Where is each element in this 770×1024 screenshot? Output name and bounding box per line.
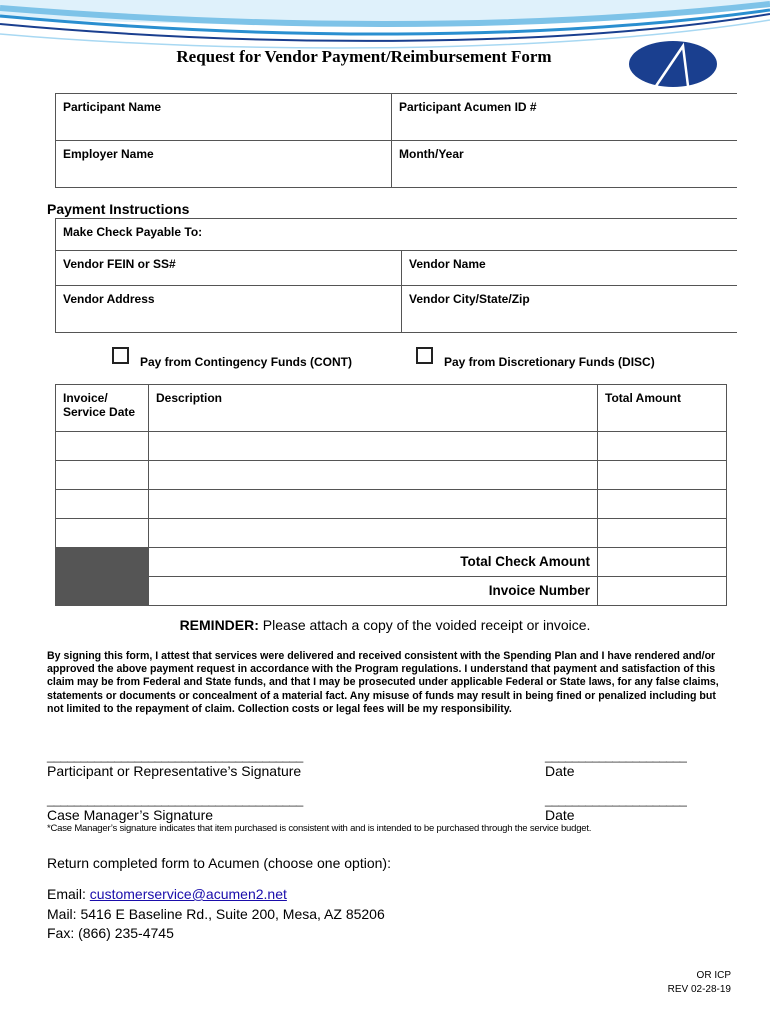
description-header: Description (149, 385, 598, 432)
vendor-fein-label: Vendor FEIN or SS# (63, 257, 176, 271)
shaded-cell (56, 577, 149, 606)
table-row (56, 461, 727, 490)
vendor-fein-field[interactable] (56, 251, 402, 286)
amount-cell[interactable] (598, 432, 727, 461)
make-check-label: Make Check Payable To: (63, 225, 203, 239)
vendor-address-field[interactable] (56, 286, 402, 333)
participant-date-label: Date (545, 763, 575, 779)
make-check-payable-field[interactable] (56, 219, 738, 251)
total-amount-header: Total Amount (598, 385, 727, 432)
vendor-name-label: Vendor Name (409, 257, 486, 271)
invoice-number-label: Invoice Number (149, 577, 598, 606)
total-check-amount-field[interactable] (598, 548, 727, 577)
payment-table (55, 218, 737, 333)
description-cell[interactable] (149, 461, 598, 490)
vendor-name-field[interactable] (402, 251, 738, 286)
month-year-label: Month/Year (399, 147, 464, 161)
amount-cell[interactable] (598, 519, 727, 548)
cont-label: Pay from Contingency Funds (CONT) (140, 355, 353, 369)
case-manager-date-line[interactable]: _____________________ (545, 792, 687, 807)
invoice-date-header: Invoice/ Service Date (56, 385, 149, 432)
total-check-amount-label: Total Check Amount (149, 548, 598, 577)
participant-id-field[interactable] (392, 94, 738, 141)
form-code: OR ICP (696, 970, 731, 981)
participant-table (55, 93, 737, 188)
shaded-cell (56, 548, 149, 577)
case-manager-signature-label: Case Manager’s Signature (47, 807, 214, 823)
participant-name-label: Participant Name (63, 100, 162, 114)
invoice-number-field[interactable] (598, 577, 727, 606)
disc-label: Pay from Discretionary Funds (DISC) (444, 355, 655, 369)
invoice-date-cell[interactable] (56, 432, 149, 461)
return-heading: Return completed form to Acumen (choose one option): (47, 855, 391, 871)
form-revision: REV 02-28-19 (667, 984, 731, 995)
email-label: Email: (47, 886, 90, 902)
month-year-field[interactable] (392, 141, 738, 188)
email-line (47, 886, 287, 902)
vendor-city-field[interactable] (402, 286, 738, 333)
reminder-body: Please attach a copy of the voided receipt or invoice. (258, 617, 591, 633)
case-manager-note: *Case Manager’s signature indicates that item purchased is consistent with and is intended to be purchased through the service budget. (47, 823, 592, 834)
fax-line: Fax: (866) 235-4745 (47, 925, 174, 941)
table-row (56, 432, 727, 461)
invoice-date-cell[interactable] (56, 490, 149, 519)
case-manager-date-label: Date (545, 807, 575, 823)
email-link[interactable]: customerservice@acumen2.net (89, 886, 287, 902)
disc-checkbox[interactable] (416, 347, 433, 364)
case-manager-signature-line[interactable]: ______________________________________ (47, 792, 303, 807)
reminder-label: REMINDER: (179, 617, 259, 633)
reminder-text (0, 617, 770, 633)
payment-instructions-heading: Payment Instructions (47, 201, 190, 217)
participant-id-label: Participant Acumen ID # (399, 100, 537, 114)
employer-name-label: Employer Name (63, 147, 154, 161)
attestation-paragraph: By signing this form, I attest that services were delivered and received consistent with the Spending Plan and I have rendered and/or approved the above payment request in accordance with the Program regulations. I understand that payment and satisfaction of this claim may be from Federal and State funds, and that I may be prosecuted under applicable Federal or State laws, for any false claims, statements or documents or concealment of a material fact. Any misuse of funds may result in being fined or penalized including but not limited to the repayment of claim. Collection costs or legal fees will be my responsibility. (47, 650, 719, 715)
cont-checkbox[interactable] (112, 347, 129, 364)
table-row (56, 519, 727, 548)
acumen-logo (628, 40, 718, 88)
participant-signature-line[interactable]: ______________________________________ (47, 748, 303, 763)
invoice-date-cell[interactable] (56, 519, 149, 548)
amount-cell[interactable] (598, 461, 727, 490)
form-title: Request for Vendor Payment/Reimbursement Form (176, 47, 552, 66)
invoice-table (55, 384, 727, 606)
participant-name-field[interactable] (56, 94, 392, 141)
vendor-city-label: Vendor City/State/Zip (409, 292, 530, 306)
participant-signature-label: Participant or Representative’s Signature (47, 763, 302, 779)
description-cell[interactable] (149, 490, 598, 519)
description-cell[interactable] (149, 432, 598, 461)
description-cell[interactable] (149, 519, 598, 548)
vendor-address-label: Vendor Address (63, 292, 155, 306)
invoice-date-cell[interactable] (56, 461, 149, 490)
table-row (56, 490, 727, 519)
mail-line: Mail: 5416 E Baseline Rd., Suite 200, Mesa, AZ 85206 (47, 906, 385, 922)
participant-date-line[interactable]: _____________________ (545, 748, 687, 763)
amount-cell[interactable] (598, 490, 727, 519)
employer-name-field[interactable] (56, 141, 392, 188)
